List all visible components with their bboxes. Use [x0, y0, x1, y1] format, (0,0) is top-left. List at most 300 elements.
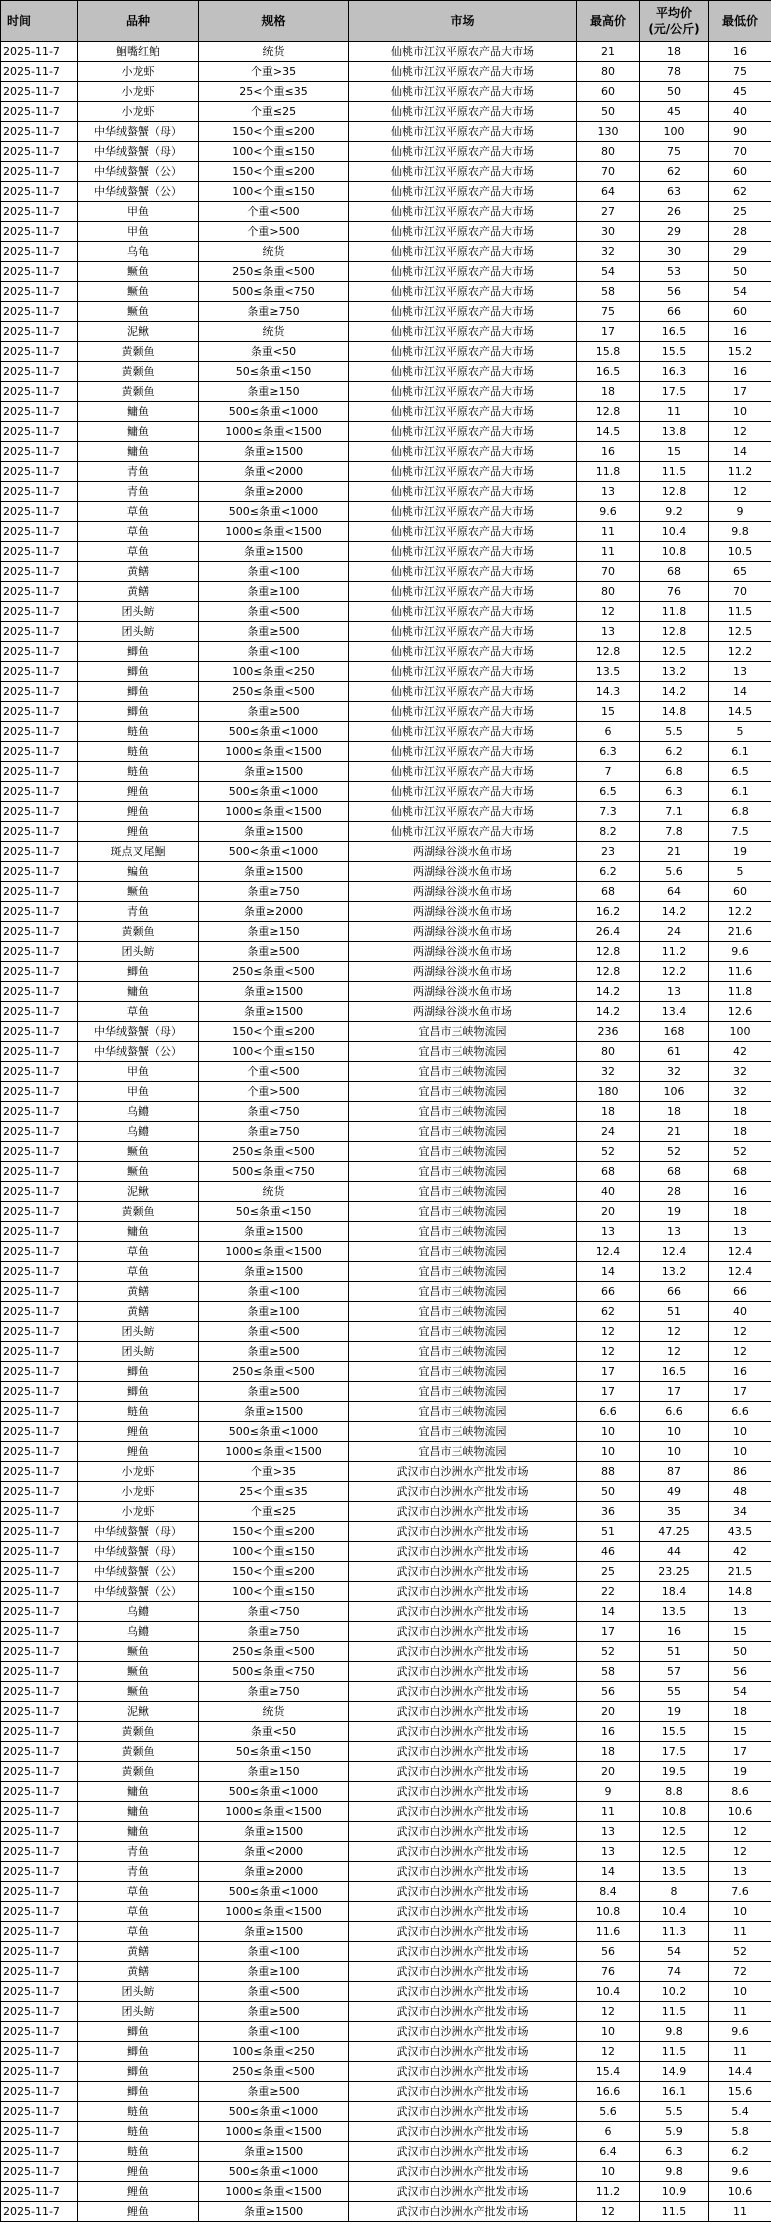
- avg-price-cell: 6.3: [640, 782, 709, 802]
- max-price-cell: 12.8: [577, 942, 640, 962]
- table-row: [1, 1162, 771, 1182]
- market-cell: 两湖绿谷淡水鱼市场: [349, 862, 577, 882]
- table-row: [1, 1082, 771, 1102]
- date-cell: 2025-11-7: [1, 2042, 78, 2062]
- spec-cell: 条重≥100: [199, 582, 349, 602]
- date-cell: 2025-11-7: [1, 1642, 78, 1662]
- max-price-cell: 56: [577, 1682, 640, 1702]
- spec-cell: 条重≥1500: [199, 2202, 349, 2222]
- spec-cell: 25<个重≤35: [199, 82, 349, 102]
- date-cell: 2025-11-7: [1, 862, 78, 882]
- max-price-cell: 18: [577, 1102, 640, 1122]
- spec-cell: 条重≥750: [199, 882, 349, 902]
- min-price-cell: 16: [709, 1362, 771, 1382]
- min-price-cell: 17: [709, 382, 771, 402]
- spec-cell: 条重<750: [199, 1602, 349, 1622]
- table-row: [1, 1182, 771, 1202]
- spec-cell: 250≤条重<500: [199, 962, 349, 982]
- max-price-cell: 12.4: [577, 1242, 640, 1262]
- table-row: [1, 762, 771, 782]
- date-cell: 2025-11-7: [1, 2022, 78, 2042]
- variety-cell: 黄鳝: [78, 1942, 199, 1962]
- min-price-cell: 66: [709, 1282, 771, 1302]
- variety-cell: 小龙虾: [78, 82, 199, 102]
- max-price-cell: 10.4: [577, 1982, 640, 2002]
- variety-cell: 鳜鱼: [78, 1162, 199, 1182]
- market-cell: 武汉市白沙洲水产批发市场: [349, 1882, 577, 1902]
- market-cell: 武汉市白沙洲水产批发市场: [349, 1502, 577, 1522]
- avg-price-cell: 29: [640, 222, 709, 242]
- variety-cell: 鲫鱼: [78, 2022, 199, 2042]
- date-cell: 2025-11-7: [1, 402, 78, 422]
- table-row: [1, 1542, 771, 1562]
- date-cell: 2025-11-7: [1, 1242, 78, 1262]
- date-cell: 2025-11-7: [1, 1922, 78, 1942]
- variety-cell: 青鱼: [78, 902, 199, 922]
- table-row: [1, 1642, 771, 1662]
- spec-cell: 150<个重≤200: [199, 162, 349, 182]
- avg-price-cell: 62: [640, 162, 709, 182]
- market-cell: 仙桃市江汉平原农产品大市场: [349, 762, 577, 782]
- min-price-cell: 9.6: [709, 2022, 771, 2042]
- market-cell: 仙桃市江汉平原农产品大市场: [349, 442, 577, 462]
- market-cell: 武汉市白沙洲水产批发市场: [349, 2162, 577, 2182]
- spec-cell: 100≤条重<250: [199, 2042, 349, 2062]
- table-row: [1, 1962, 771, 1982]
- max-price-cell: 12.8: [577, 402, 640, 422]
- max-price-cell: 26.4: [577, 922, 640, 942]
- market-cell: 仙桃市江汉平原农产品大市场: [349, 122, 577, 142]
- spec-cell: 统货: [199, 42, 349, 62]
- table-row: [1, 2062, 771, 2082]
- variety-cell: 鳙鱼: [78, 1222, 199, 1242]
- market-cell: 宜昌市三峡物流园: [349, 1342, 577, 1362]
- market-cell: 武汉市白沙洲水产批发市场: [349, 1682, 577, 1702]
- avg-price-label: 平均价: [656, 6, 692, 20]
- avg-price-cell: 57: [640, 1662, 709, 1682]
- min-price-cell: 60: [709, 162, 771, 182]
- date-cell: 2025-11-7: [1, 522, 78, 542]
- spec-cell: 500≤条重<1000: [199, 2162, 349, 2182]
- min-price-cell: 40: [709, 102, 771, 122]
- table-row: [1, 1742, 771, 1762]
- spec-cell: 250≤条重<500: [199, 262, 349, 282]
- variety-cell: 甲鱼: [78, 1082, 199, 1102]
- table-row: [1, 1602, 771, 1622]
- min-price-cell: 21.5: [709, 1562, 771, 1582]
- spec-cell: 25<个重≤35: [199, 1482, 349, 1502]
- spec-cell: 条重≥500: [199, 1382, 349, 1402]
- min-price-cell: 21.6: [709, 922, 771, 942]
- table-row: [1, 642, 771, 662]
- variety-cell: 鳙鱼: [78, 422, 199, 442]
- variety-cell: 小龙虾: [78, 1462, 199, 1482]
- table-row: [1, 1482, 771, 1502]
- spec-cell: 条重≥500: [199, 622, 349, 642]
- date-cell: 2025-11-7: [1, 2142, 78, 2162]
- market-cell: 仙桃市江汉平原农产品大市场: [349, 182, 577, 202]
- min-price-cell: 100: [709, 1022, 771, 1042]
- max-price-cell: 24: [577, 1122, 640, 1142]
- avg-price-cell: 15: [640, 442, 709, 462]
- avg-price-cell: 63: [640, 182, 709, 202]
- spec-cell: 个重≤25: [199, 102, 349, 122]
- max-price-cell: 80: [577, 582, 640, 602]
- max-price-cell: 50: [577, 1482, 640, 1502]
- variety-cell: 鲤鱼: [78, 802, 199, 822]
- table-row: [1, 422, 771, 442]
- date-cell: 2025-11-7: [1, 1262, 78, 1282]
- min-price-cell: 29: [709, 242, 771, 262]
- table-row: [1, 622, 771, 642]
- market-cell: 武汉市白沙洲水产批发市场: [349, 1862, 577, 1882]
- table-row: [1, 2102, 771, 2122]
- max-price-cell: 14.5: [577, 422, 640, 442]
- market-cell: 两湖绿谷淡水鱼市场: [349, 842, 577, 862]
- date-cell: 2025-11-7: [1, 1382, 78, 1402]
- market-cell: 仙桃市江汉平原农产品大市场: [349, 742, 577, 762]
- spec-cell: 条重≥500: [199, 702, 349, 722]
- variety-cell: 中华绒螯蟹（公）: [78, 1562, 199, 1582]
- table-row: [1, 542, 771, 562]
- date-cell: 2025-11-7: [1, 1962, 78, 1982]
- date-cell: 2025-11-7: [1, 762, 78, 782]
- market-cell: 武汉市白沙洲水产批发市场: [349, 1542, 577, 1562]
- date-cell: 2025-11-7: [1, 62, 78, 82]
- table-row: [1, 922, 771, 942]
- spec-cell: 1000≤条重<1500: [199, 1442, 349, 1462]
- spec-cell: 100<个重≤150: [199, 1042, 349, 1062]
- min-price-cell: 10: [709, 1442, 771, 1462]
- min-price-cell: 14: [709, 682, 771, 702]
- spec-cell: 500≤条重<1000: [199, 402, 349, 422]
- col-header-avg-price: [640, 1, 709, 42]
- min-price-cell: 43.5: [709, 1522, 771, 1542]
- min-price-cell: 12: [709, 1322, 771, 1342]
- table-row: [1, 1342, 771, 1362]
- market-cell: 仙桃市江汉平原农产品大市场: [349, 682, 577, 702]
- avg-price-cell: 5.5: [640, 2102, 709, 2122]
- variety-cell: 鳜鱼: [78, 1682, 199, 1702]
- market-cell: 武汉市白沙洲水产批发市场: [349, 1562, 577, 1582]
- min-price-cell: 75: [709, 62, 771, 82]
- spec-cell: 50≤条重<150: [199, 362, 349, 382]
- date-cell: 2025-11-7: [1, 382, 78, 402]
- table-row: [1, 1222, 771, 1242]
- date-cell: 2025-11-7: [1, 742, 78, 762]
- max-price-cell: 18: [577, 382, 640, 402]
- spec-cell: 150<个重≤200: [199, 1562, 349, 1582]
- avg-price-cell: 5.5: [640, 722, 709, 742]
- table-row: [1, 842, 771, 862]
- variety-cell: 泥鳅: [78, 1702, 199, 1722]
- market-cell: 宜昌市三峡物流园: [349, 1442, 577, 1462]
- avg-price-cell: 13.5: [640, 1602, 709, 1622]
- max-price-cell: 52: [577, 1142, 640, 1162]
- market-cell: 宜昌市三峡物流园: [349, 1142, 577, 1162]
- avg-price-cell: 18: [640, 42, 709, 62]
- avg-price-cell: 11.5: [640, 2042, 709, 2062]
- min-price-cell: 60: [709, 882, 771, 902]
- max-price-cell: 180: [577, 1082, 640, 1102]
- variety-cell: 青鱼: [78, 1862, 199, 1882]
- variety-cell: 鲫鱼: [78, 1382, 199, 1402]
- max-price-cell: 7.3: [577, 802, 640, 822]
- min-price-cell: 13: [709, 1222, 771, 1242]
- table-row: [1, 702, 771, 722]
- col-header-market: 市场: [349, 1, 577, 42]
- date-cell: 2025-11-7: [1, 442, 78, 462]
- spec-cell: 条重≥750: [199, 302, 349, 322]
- table-row: [1, 242, 771, 262]
- table-row: [1, 2182, 771, 2202]
- market-cell: 宜昌市三峡物流园: [349, 1082, 577, 1102]
- avg-price-cell: 14.2: [640, 682, 709, 702]
- market-cell: 仙桃市江汉平原农产品大市场: [349, 502, 577, 522]
- date-cell: 2025-11-7: [1, 1342, 78, 1362]
- variety-cell: 黄鳝: [78, 1282, 199, 1302]
- table-row: [1, 322, 771, 342]
- max-price-cell: 16.2: [577, 902, 640, 922]
- date-cell: 2025-11-7: [1, 2082, 78, 2102]
- date-cell: 2025-11-7: [1, 2182, 78, 2202]
- table-row: [1, 1982, 771, 2002]
- variety-cell: 草鱼: [78, 1922, 199, 1942]
- market-cell: 宜昌市三峡物流园: [349, 1422, 577, 1442]
- variety-cell: 黄鳝: [78, 1302, 199, 1322]
- min-price-cell: 12.6: [709, 1002, 771, 1022]
- col-header-variety: 品种: [78, 1, 199, 42]
- date-cell: 2025-11-7: [1, 1502, 78, 1522]
- spec-cell: 500≤条重<750: [199, 1162, 349, 1182]
- min-price-cell: 19: [709, 842, 771, 862]
- max-price-cell: 50: [577, 102, 640, 122]
- market-cell: 武汉市白沙洲水产批发市场: [349, 2102, 577, 2122]
- spec-cell: 条重<100: [199, 1282, 349, 1302]
- col-header-max-price: 最高价: [577, 1, 640, 42]
- spec-cell: 150<个重≤200: [199, 1522, 349, 1542]
- min-price-cell: 10: [709, 402, 771, 422]
- market-cell: 仙桃市江汉平原农产品大市场: [349, 162, 577, 182]
- avg-price-cell: 6.2: [640, 742, 709, 762]
- avg-price-cell: 14.8: [640, 702, 709, 722]
- avg-price-cell: 13: [640, 982, 709, 1002]
- date-cell: 2025-11-7: [1, 362, 78, 382]
- table-row: [1, 162, 771, 182]
- market-cell: 仙桃市江汉平原农产品大市场: [349, 722, 577, 742]
- date-cell: 2025-11-7: [1, 982, 78, 1002]
- market-cell: 武汉市白沙洲水产批发市场: [349, 2062, 577, 2082]
- avg-price-cell: 100: [640, 122, 709, 142]
- variety-cell: 团头鲂: [78, 1982, 199, 2002]
- table-row: [1, 1022, 771, 1042]
- spec-cell: 500<条重<1000: [199, 842, 349, 862]
- table-row: [1, 382, 771, 402]
- table-row: [1, 1802, 771, 1822]
- market-cell: 仙桃市江汉平原农产品大市场: [349, 362, 577, 382]
- max-price-cell: 17: [577, 322, 640, 342]
- max-price-cell: 10: [577, 2022, 640, 2042]
- spec-cell: 条重<500: [199, 1322, 349, 1342]
- variety-cell: 团头鲂: [78, 942, 199, 962]
- max-price-cell: 6.4: [577, 2142, 640, 2162]
- avg-price-cell: 9.8: [640, 2022, 709, 2042]
- table-row: [1, 722, 771, 742]
- table-row: [1, 202, 771, 222]
- date-cell: 2025-11-7: [1, 1082, 78, 1102]
- min-price-cell: 50: [709, 1642, 771, 1662]
- market-cell: 宜昌市三峡物流园: [349, 1122, 577, 1142]
- avg-price-cell: 66: [640, 1282, 709, 1302]
- date-cell: 2025-11-7: [1, 182, 78, 202]
- spec-cell: 250≤条重<500: [199, 682, 349, 702]
- market-cell: 武汉市白沙洲水产批发市场: [349, 1902, 577, 1922]
- spec-cell: 条重≥1500: [199, 982, 349, 1002]
- variety-cell: 鲤鱼: [78, 2202, 199, 2222]
- max-price-cell: 6.5: [577, 782, 640, 802]
- table-row: [1, 1442, 771, 1462]
- table-row: [1, 182, 771, 202]
- market-cell: 武汉市白沙洲水产批发市场: [349, 1782, 577, 1802]
- max-price-cell: 13.5: [577, 662, 640, 682]
- max-price-cell: 8.4: [577, 1882, 640, 1902]
- variety-cell: 团头鲂: [78, 2002, 199, 2022]
- avg-price-cell: 10.4: [640, 1902, 709, 1922]
- date-cell: 2025-11-7: [1, 1542, 78, 1562]
- variety-cell: 鲫鱼: [78, 702, 199, 722]
- spec-cell: 条重≥500: [199, 2002, 349, 2022]
- avg-price-cell: 55: [640, 1682, 709, 1702]
- max-price-cell: 20: [577, 1702, 640, 1722]
- table-row: [1, 862, 771, 882]
- variety-cell: 小龙虾: [78, 102, 199, 122]
- min-price-cell: 12: [709, 1822, 771, 1842]
- table-row: [1, 1282, 771, 1302]
- avg-price-cell: 28: [640, 1182, 709, 1202]
- table-row: [1, 1882, 771, 1902]
- avg-price-cell: 11.5: [640, 2202, 709, 2222]
- market-cell: 仙桃市江汉平原农产品大市场: [349, 82, 577, 102]
- variety-cell: 鲤鱼: [78, 782, 199, 802]
- market-cell: 武汉市白沙洲水产批发市场: [349, 2022, 577, 2042]
- date-cell: 2025-11-7: [1, 1982, 78, 2002]
- avg-price-cell: 35: [640, 1502, 709, 1522]
- date-cell: 2025-11-7: [1, 102, 78, 122]
- min-price-cell: 72: [709, 1962, 771, 1982]
- avg-price-cell: 13: [640, 1222, 709, 1242]
- spec-cell: 50≤条重<150: [199, 1202, 349, 1222]
- avg-price-cell: 12.5: [640, 1822, 709, 1842]
- avg-price-cell: 50: [640, 82, 709, 102]
- spec-cell: 150<个重≤200: [199, 122, 349, 142]
- variety-cell: 黄鳝: [78, 582, 199, 602]
- max-price-cell: 10.8: [577, 1902, 640, 1922]
- variety-cell: 黄鳝: [78, 1962, 199, 1982]
- market-cell: 仙桃市江汉平原农产品大市场: [349, 62, 577, 82]
- max-price-cell: 58: [577, 282, 640, 302]
- spec-cell: 条重≥2000: [199, 902, 349, 922]
- col-header-min-price: 最低价: [709, 1, 771, 42]
- spec-cell: 个重≤25: [199, 1502, 349, 1522]
- table-row: [1, 102, 771, 122]
- date-cell: 2025-11-7: [1, 1602, 78, 1622]
- max-price-cell: 20: [577, 1762, 640, 1782]
- max-price-cell: 6.3: [577, 742, 640, 762]
- avg-price-cell: 24: [640, 922, 709, 942]
- date-cell: 2025-11-7: [1, 722, 78, 742]
- max-price-cell: 12: [577, 2002, 640, 2022]
- spec-cell: 条重≥1500: [199, 762, 349, 782]
- avg-price-cell: 12: [640, 1342, 709, 1362]
- market-cell: 武汉市白沙洲水产批发市场: [349, 1982, 577, 2002]
- market-cell: 仙桃市江汉平原农产品大市场: [349, 802, 577, 822]
- spec-cell: 1000≤条重<1500: [199, 1242, 349, 1262]
- table-row: [1, 1102, 771, 1122]
- market-cell: 仙桃市江汉平原农产品大市场: [349, 342, 577, 362]
- max-price-cell: 12: [577, 1342, 640, 1362]
- max-price-cell: 15.8: [577, 342, 640, 362]
- variety-cell: 乌鳢: [78, 1622, 199, 1642]
- table-row: [1, 662, 771, 682]
- avg-price-cell: 78: [640, 62, 709, 82]
- avg-price-cell: 54: [640, 1942, 709, 1962]
- min-price-cell: 15.2: [709, 342, 771, 362]
- avg-price-cell: 44: [640, 1542, 709, 1562]
- spec-cell: 个重>35: [199, 62, 349, 82]
- header-row: [1, 1, 771, 42]
- date-cell: 2025-11-7: [1, 1762, 78, 1782]
- variety-cell: 鳙鱼: [78, 402, 199, 422]
- min-price-cell: 18: [709, 1202, 771, 1222]
- table-row: [1, 582, 771, 602]
- max-price-cell: 6.2: [577, 862, 640, 882]
- min-price-cell: 10.5: [709, 542, 771, 562]
- min-price-cell: 28: [709, 222, 771, 242]
- max-price-cell: 10: [577, 2162, 640, 2182]
- min-price-cell: 42: [709, 1542, 771, 1562]
- variety-cell: 鲫鱼: [78, 682, 199, 702]
- date-cell: 2025-11-7: [1, 122, 78, 142]
- max-price-cell: 12: [577, 2042, 640, 2062]
- date-cell: 2025-11-7: [1, 2202, 78, 2222]
- avg-price-cell: 14.2: [640, 902, 709, 922]
- avg-price-cell: 12.2: [640, 962, 709, 982]
- table-row: [1, 2122, 771, 2142]
- variety-cell: 鲫鱼: [78, 2062, 199, 2082]
- max-price-cell: 12.8: [577, 962, 640, 982]
- variety-cell: 中华绒螯蟹（母）: [78, 1522, 199, 1542]
- min-price-cell: 5.8: [709, 2122, 771, 2142]
- table-row: [1, 1382, 771, 1402]
- table-row: [1, 1202, 771, 1222]
- max-price-cell: 10: [577, 1422, 640, 1442]
- spec-cell: 条重≥750: [199, 1682, 349, 1702]
- variety-cell: 团头鲂: [78, 622, 199, 642]
- spec-cell: 条重≥1500: [199, 1822, 349, 1842]
- col-header-spec: 规格: [199, 1, 349, 42]
- max-price-cell: 15: [577, 702, 640, 722]
- market-cell: 武汉市白沙洲水产批发市场: [349, 1962, 577, 1982]
- market-cell: 宜昌市三峡物流园: [349, 1062, 577, 1082]
- max-price-cell: 80: [577, 1042, 640, 1062]
- max-price-cell: 32: [577, 242, 640, 262]
- min-price-cell: 11: [709, 2202, 771, 2222]
- table-row: [1, 1242, 771, 1262]
- max-price-cell: 16: [577, 442, 640, 462]
- table-row: [1, 1262, 771, 1282]
- date-cell: 2025-11-7: [1, 282, 78, 302]
- variety-cell: 鲫鱼: [78, 662, 199, 682]
